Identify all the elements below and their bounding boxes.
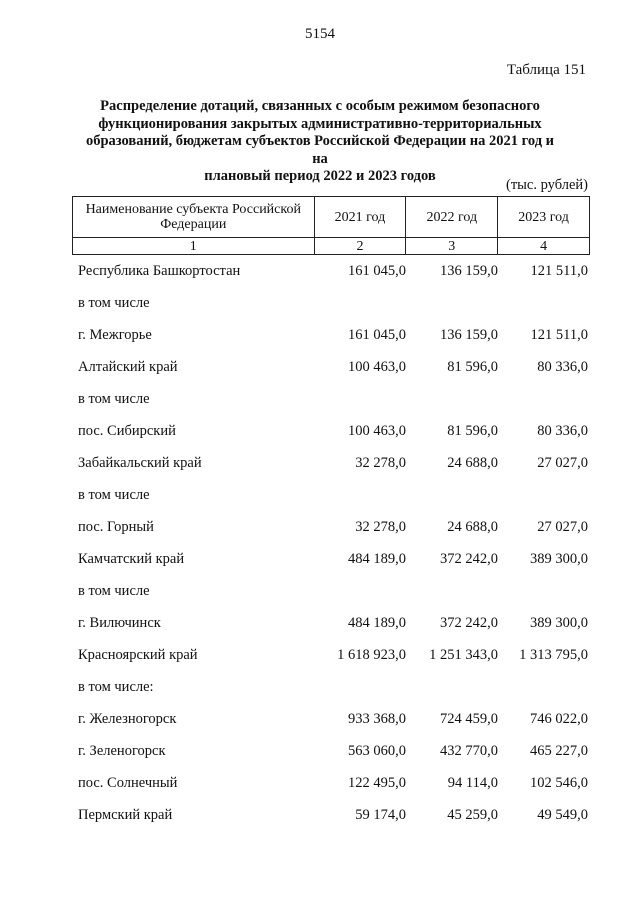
region-name: г. Межгорье [78,326,152,343]
header-2023: 2023 год [498,197,590,238]
table-row [72,607,590,639]
region-name: Камчатский край [78,550,185,567]
header-row [73,197,590,238]
region-name: Забайкальский край [78,454,202,471]
table-row [72,351,590,383]
value-2023: 389 300,0 [530,614,588,631]
region-name: пос. Горный [78,518,154,535]
value-2023: 1 313 795,0 [519,646,588,663]
column-number: 2 [314,238,406,255]
table-title [80,98,560,186]
value-2023: 49 549,0 [537,806,588,823]
value-2021: 484 189,0 [348,614,406,631]
value-2021: 59 174,0 [355,806,406,823]
region-name: пос. Сибирский [78,422,176,439]
value-2023: 102 546,0 [530,774,588,791]
value-2021: 563 060,0 [348,742,406,759]
table-row [72,319,590,351]
unit-note: (тыс. рублей) [506,177,588,193]
column-number: 3 [406,238,498,255]
value-2022: 372 242,0 [440,550,498,567]
table-row [72,255,590,287]
region-name: г. Железногорск [78,710,177,727]
region-name: в том числе: [78,678,154,695]
table-row [72,799,590,831]
value-2021: 32 278,0 [355,518,406,535]
value-2021: 484 189,0 [348,550,406,567]
table-row [72,287,590,319]
value-2021: 100 463,0 [348,358,406,375]
table-row [72,703,590,735]
value-2023: 746 022,0 [530,710,588,727]
table-row [72,639,590,671]
header-2021: 2021 год [314,197,406,238]
value-2022: 136 159,0 [440,262,498,279]
value-2021: 100 463,0 [348,422,406,439]
value-2021: 161 045,0 [348,326,406,343]
header-name: Наименование субъекта Российской Федерации [73,197,315,238]
table-row [72,543,590,575]
value-2021: 933 368,0 [348,710,406,727]
value-2021: 32 278,0 [355,454,406,471]
title-line: плановый период 2022 и 2023 годов [204,168,436,184]
region-name: в том числе [78,486,150,503]
region-name: Республика Башкортостан [78,262,241,279]
value-2022: 24 688,0 [447,454,498,471]
column-number: 4 [498,238,590,255]
title-line: образований, бюджетам субъектов Российской Федерации на 2021 год и на [85,133,555,167]
value-2022: 1 251 343,0 [429,646,498,663]
region-name: в том числе [78,294,150,311]
value-2023: 389 300,0 [530,550,588,567]
table-row [72,479,590,511]
value-2022: 45 259,0 [447,806,498,823]
column-number-row [73,238,590,255]
region-name: Красноярский край [78,646,198,663]
value-2022: 24 688,0 [447,518,498,535]
table-row [72,383,590,415]
table-row [72,767,590,799]
title-line: Распределение дотаций, связанных с особым режимом безопасного [100,98,540,114]
table-row [72,575,590,607]
value-2023: 80 336,0 [537,422,588,439]
region-name: пос. Солнечный [78,774,178,791]
region-name: Алтайский край [78,358,178,375]
table-row [72,735,590,767]
table-label: Таблица 151 [506,62,586,78]
value-2023: 465 227,0 [530,742,588,759]
table-body [72,255,590,831]
column-number: 1 [73,238,315,255]
value-2021: 1 618 923,0 [337,646,406,663]
region-name: в том числе [78,390,150,407]
value-2023: 121 511,0 [530,326,588,343]
value-2023: 27 027,0 [537,454,588,471]
value-2021: 161 045,0 [348,262,406,279]
page-number: 5154 [305,26,335,42]
value-2022: 136 159,0 [440,326,498,343]
table-header [72,196,590,255]
value-2022: 372 242,0 [440,614,498,631]
region-name: г. Зеленогорск [78,742,166,759]
value-2021: 122 495,0 [348,774,406,791]
value-2023: 27 027,0 [537,518,588,535]
value-2022: 81 596,0 [447,358,498,375]
value-2022: 81 596,0 [447,422,498,439]
header-2022: 2022 год [406,197,498,238]
table-row [72,415,590,447]
title-line: функционирования закрытых административно-территориальных [98,115,542,132]
region-name: в том числе [78,582,150,599]
value-2022: 724 459,0 [440,710,498,727]
value-2023: 121 511,0 [530,262,588,279]
table-row [72,447,590,479]
region-name: г. Вилючинск [78,614,161,631]
region-name: Пермский край [78,806,173,823]
table-row [72,671,590,703]
value-2022: 432 770,0 [440,742,498,759]
value-2022: 94 114,0 [447,774,498,791]
table-row [72,511,590,543]
value-2023: 80 336,0 [537,358,588,375]
